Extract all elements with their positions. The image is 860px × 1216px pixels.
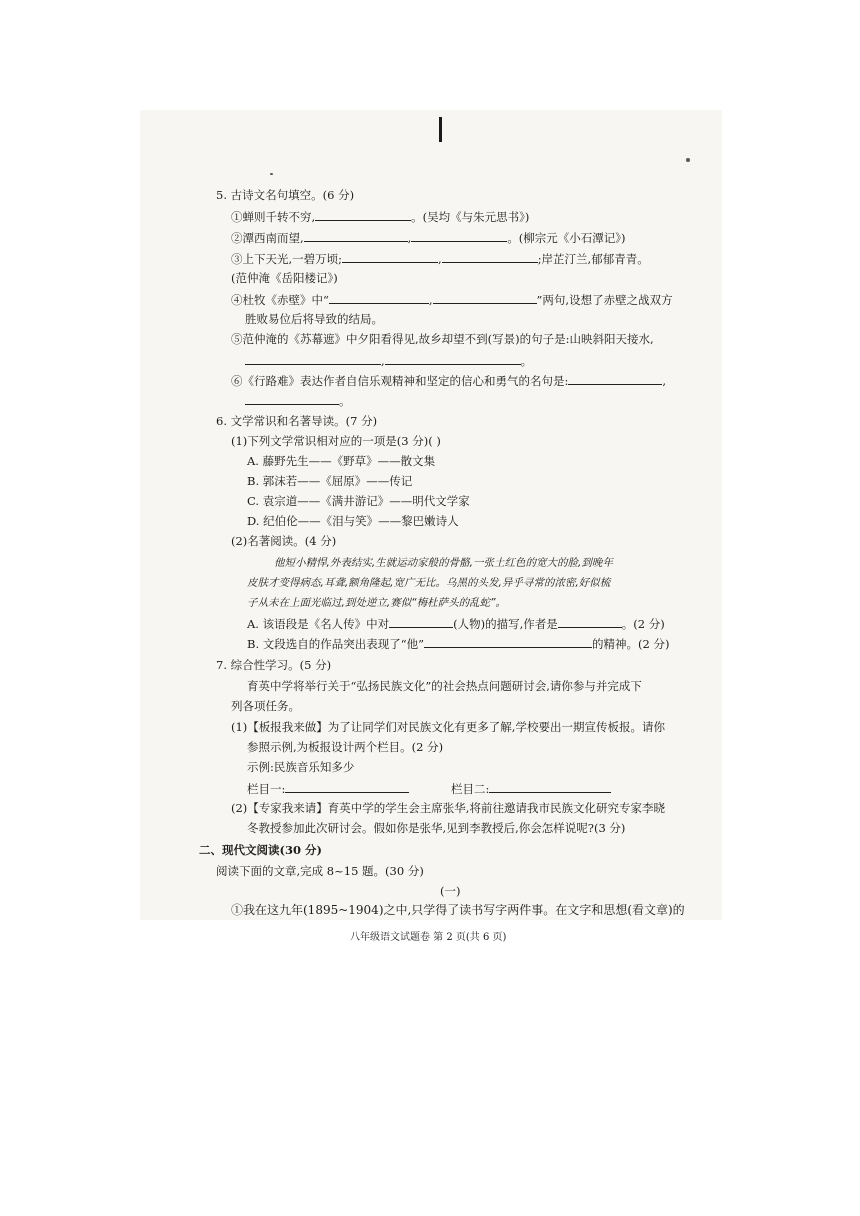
q7-task-2: (2)【专家我来请】育英中学的学生会主席张华,将前往邀请我市民族文化研究专家李晓 — [231, 801, 665, 815]
q5-line-3-source: (范仲淹《岳阳楼记》) — [231, 271, 338, 285]
text: (人物)的描写,作者是 — [453, 617, 558, 631]
text: , — [662, 374, 667, 388]
answer-blank[interactable] — [285, 781, 409, 793]
section-2-instruction: 阅读下面的文章,完成 8~15 题。(30 分) — [216, 864, 424, 878]
q7-column-1 — [247, 781, 409, 796]
answer-blank[interactable] — [245, 393, 339, 405]
text: ;岸芷汀兰,郁郁青青。 — [537, 252, 649, 266]
answer-blank[interactable] — [245, 353, 381, 365]
text: 。 — [520, 354, 533, 368]
q6-option-a: A. 藤野先生——《野草》——散文集 — [247, 454, 436, 468]
answer-blank[interactable] — [342, 251, 438, 263]
q6-part-1: (1)下列文学常识相对应的一项是(3 分)( ) — [231, 434, 441, 448]
answer-blank[interactable] — [433, 292, 537, 304]
q5-line-6 — [231, 373, 666, 388]
answer-blank[interactable] — [329, 292, 429, 304]
q7-intro-2: 列各项任务。 — [231, 699, 300, 713]
q5-line-4 — [231, 292, 673, 307]
text: , — [407, 231, 412, 245]
text: 。(柳宗元《小石潭记》) — [507, 231, 626, 245]
answer-blank[interactable] — [315, 209, 411, 221]
passage-paragraph-1: ①我在这九年(1895~1904)之中,只学得了读书写字两件事。在文字和思想(看文章)的 — [231, 903, 685, 917]
scan-speck — [686, 158, 690, 162]
q7-task-2-cont: 冬教授参加此次研讨会。假如你是张华,见到李教授后,你会怎样说呢?(3 分) — [247, 821, 626, 835]
excerpt-line-2: 皮肤才变得病态,耳聋,额角隆起,宽广无比。乌黑的头发,异乎寻常的浓密,好似梳 — [247, 577, 611, 589]
text: ⑥《行路难》表达作者自信乐观精神和坚定的信心和勇气的名句是: — [231, 374, 569, 388]
answer-blank[interactable] — [411, 230, 507, 242]
q5-line-6-cont — [245, 393, 351, 408]
text: 栏目二: — [451, 782, 490, 796]
excerpt-line-3: 子从未在上面光临过,到处逆立,赛似“梅杜萨头的乱蛇”。 — [247, 597, 507, 609]
q6-question-b — [247, 636, 669, 651]
text: 栏目一: — [247, 782, 286, 796]
answer-blank[interactable] — [389, 616, 453, 628]
page-footer: 八年级语文试题卷 第 2 页(共 6 页) — [350, 932, 507, 943]
scan-speck — [270, 173, 273, 175]
excerpt-line-1: 他短小精悍,外表结实,生就运动家般的骨骼,一张土红色的宽大的脸,到晚年 — [274, 557, 613, 569]
q6-heading: 6. 文学常识和名著导读。(7 分) — [216, 414, 378, 428]
answer-blank[interactable] — [442, 251, 538, 263]
q7-task-1-cont: 参照示例,为板报设计两个栏目。(2 分) — [247, 740, 444, 754]
q5-line-2 — [231, 230, 626, 245]
binding-mark — [439, 117, 442, 142]
q7-example: 示例:民族音乐知多少 — [247, 760, 355, 774]
section-2-heading: 二、现代文阅读(30 分) — [199, 843, 322, 857]
answer-blank[interactable] — [304, 230, 408, 242]
text: ③上下天光,一碧万顷; — [231, 252, 343, 266]
text: 。(吴均《与朱元思书》) — [411, 210, 530, 224]
q7-column-2 — [451, 781, 611, 796]
q6-option-c: C. 袁宗道——《满井游记》——明代文学家 — [247, 494, 470, 508]
q5-heading: 5. 古诗文名句填空。(6 分) — [216, 188, 355, 202]
text: 。 — [339, 394, 351, 408]
q5-line-4-cont: 胜败易位后将导致的结局。 — [245, 312, 383, 326]
text: 的精神。(2 分) — [592, 637, 670, 651]
text: ”两句,设想了赤壁之战双方 — [536, 293, 673, 307]
text: , — [381, 354, 385, 368]
passage-part-label: (一) — [440, 884, 461, 898]
q5-line-5: ⑤范仲淹的《苏幕遮》中夕阳看得见,故乡却望不到(写景)的句子是:山映斜阳天接水, — [231, 332, 654, 346]
text: ④杜牧《赤壁》中“ — [231, 293, 329, 307]
answer-blank[interactable] — [558, 616, 622, 628]
text: A. 该语段是《名人传》中对 — [247, 617, 390, 631]
answer-blank[interactable] — [568, 373, 662, 385]
q6-question-a — [247, 616, 665, 631]
q6-option-d: D. 纪伯伦——《泪与笑》——黎巴嫩诗人 — [247, 514, 459, 528]
q6-option-b: B. 郭沫若——《屈原》——传记 — [247, 474, 413, 488]
q7-heading: 7. 综合性学习。(5 分) — [216, 658, 332, 672]
text: , — [428, 293, 433, 307]
answer-blank[interactable] — [424, 636, 592, 648]
q5-line-5-answer — [245, 353, 532, 368]
q5-line-1 — [231, 209, 529, 224]
text: B. 文段选自的作品突出表现了“他” — [247, 637, 425, 651]
text: ①蝉则千转不穷, — [231, 210, 316, 224]
text: 。(2 分) — [621, 617, 665, 631]
q7-task-1: (1)【板报我来做】为了让同学们对民族文化有更多了解,学校要出一期宣传板报。请你 — [231, 720, 665, 734]
q7-intro-1: 育英中学将举行关于“弘扬民族文化”的社会热点问题研讨会,请你参与并完成下 — [247, 679, 642, 693]
q6-part-2: (2)名著阅读。(4 分) — [231, 534, 337, 548]
text: ②潭西南而望, — [231, 231, 304, 245]
answer-blank[interactable] — [489, 781, 611, 793]
text: , — [438, 252, 442, 266]
answer-blank[interactable] — [385, 353, 521, 365]
q5-line-3 — [231, 251, 649, 266]
